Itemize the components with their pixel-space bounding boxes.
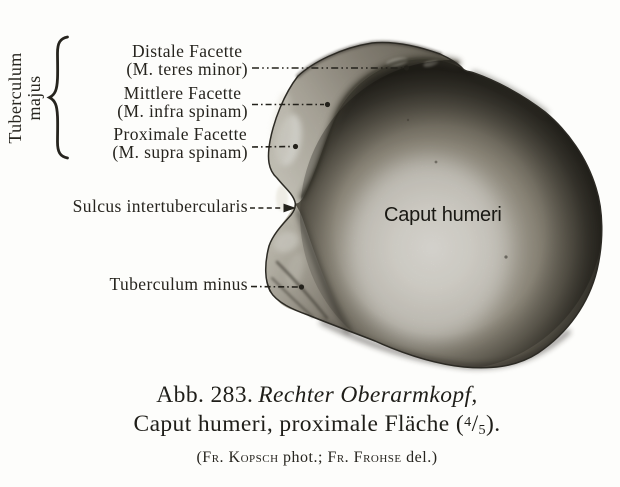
bone-surface-label: Caput humeri	[384, 204, 502, 226]
label-line1: Sulcus intertubercularis	[72, 196, 248, 216]
group-label-tuberculum-majus	[6, 36, 46, 160]
label-mittlere-facette	[117, 84, 248, 120]
label-line2: (M. teres minor)	[126, 59, 248, 79]
label-line2: (M. supra spinam)	[112, 142, 248, 162]
brace-bracket	[50, 37, 68, 158]
caption-line2	[14, 410, 620, 442]
group-label-line2: majus	[24, 75, 44, 121]
dot-marker-icon	[299, 284, 304, 289]
scale-slash: /	[471, 411, 479, 437]
label-distale-facette	[126, 42, 248, 78]
label-line1: Proximale Facette	[113, 124, 248, 144]
credit-end: del.)	[401, 449, 438, 466]
caption-line1	[14, 381, 620, 410]
leader-sulcus-intertubercularis	[250, 204, 296, 213]
credit-illustrator: Fr. Frohse	[327, 449, 402, 466]
figure-caption	[0, 381, 620, 467]
label-tuberculum-minus	[110, 275, 248, 293]
scale-denominator: 5	[478, 421, 486, 438]
caption-credits	[14, 449, 620, 467]
caption-subtitle: Caput humeri, proximale Fläche (	[133, 411, 465, 437]
dot-marker-icon	[293, 144, 298, 149]
group-label-line1: Tuberculum	[5, 52, 25, 144]
label-line2: (M. infra spinam)	[117, 101, 248, 121]
scale-numerator: 4	[464, 413, 472, 430]
label-sulcus-intertubercularis	[73, 197, 248, 215]
figure-number: Abb. 283.	[156, 382, 254, 408]
label-proximale-facette	[112, 125, 248, 161]
caption-close: ).	[485, 411, 501, 437]
label-line1: Tuberculum minus	[109, 274, 248, 294]
credit-mid: phot.;	[278, 449, 328, 466]
figure-title: Rechter Oberarmkopf,	[258, 382, 478, 408]
label-line1: Distale Facette	[131, 41, 243, 61]
label-line1: Mittlere Facette	[123, 83, 242, 103]
credit-photographer: (Fr. Kopsch	[196, 449, 279, 466]
dot-marker-icon	[325, 102, 330, 107]
dot-marker-icon	[404, 65, 409, 70]
